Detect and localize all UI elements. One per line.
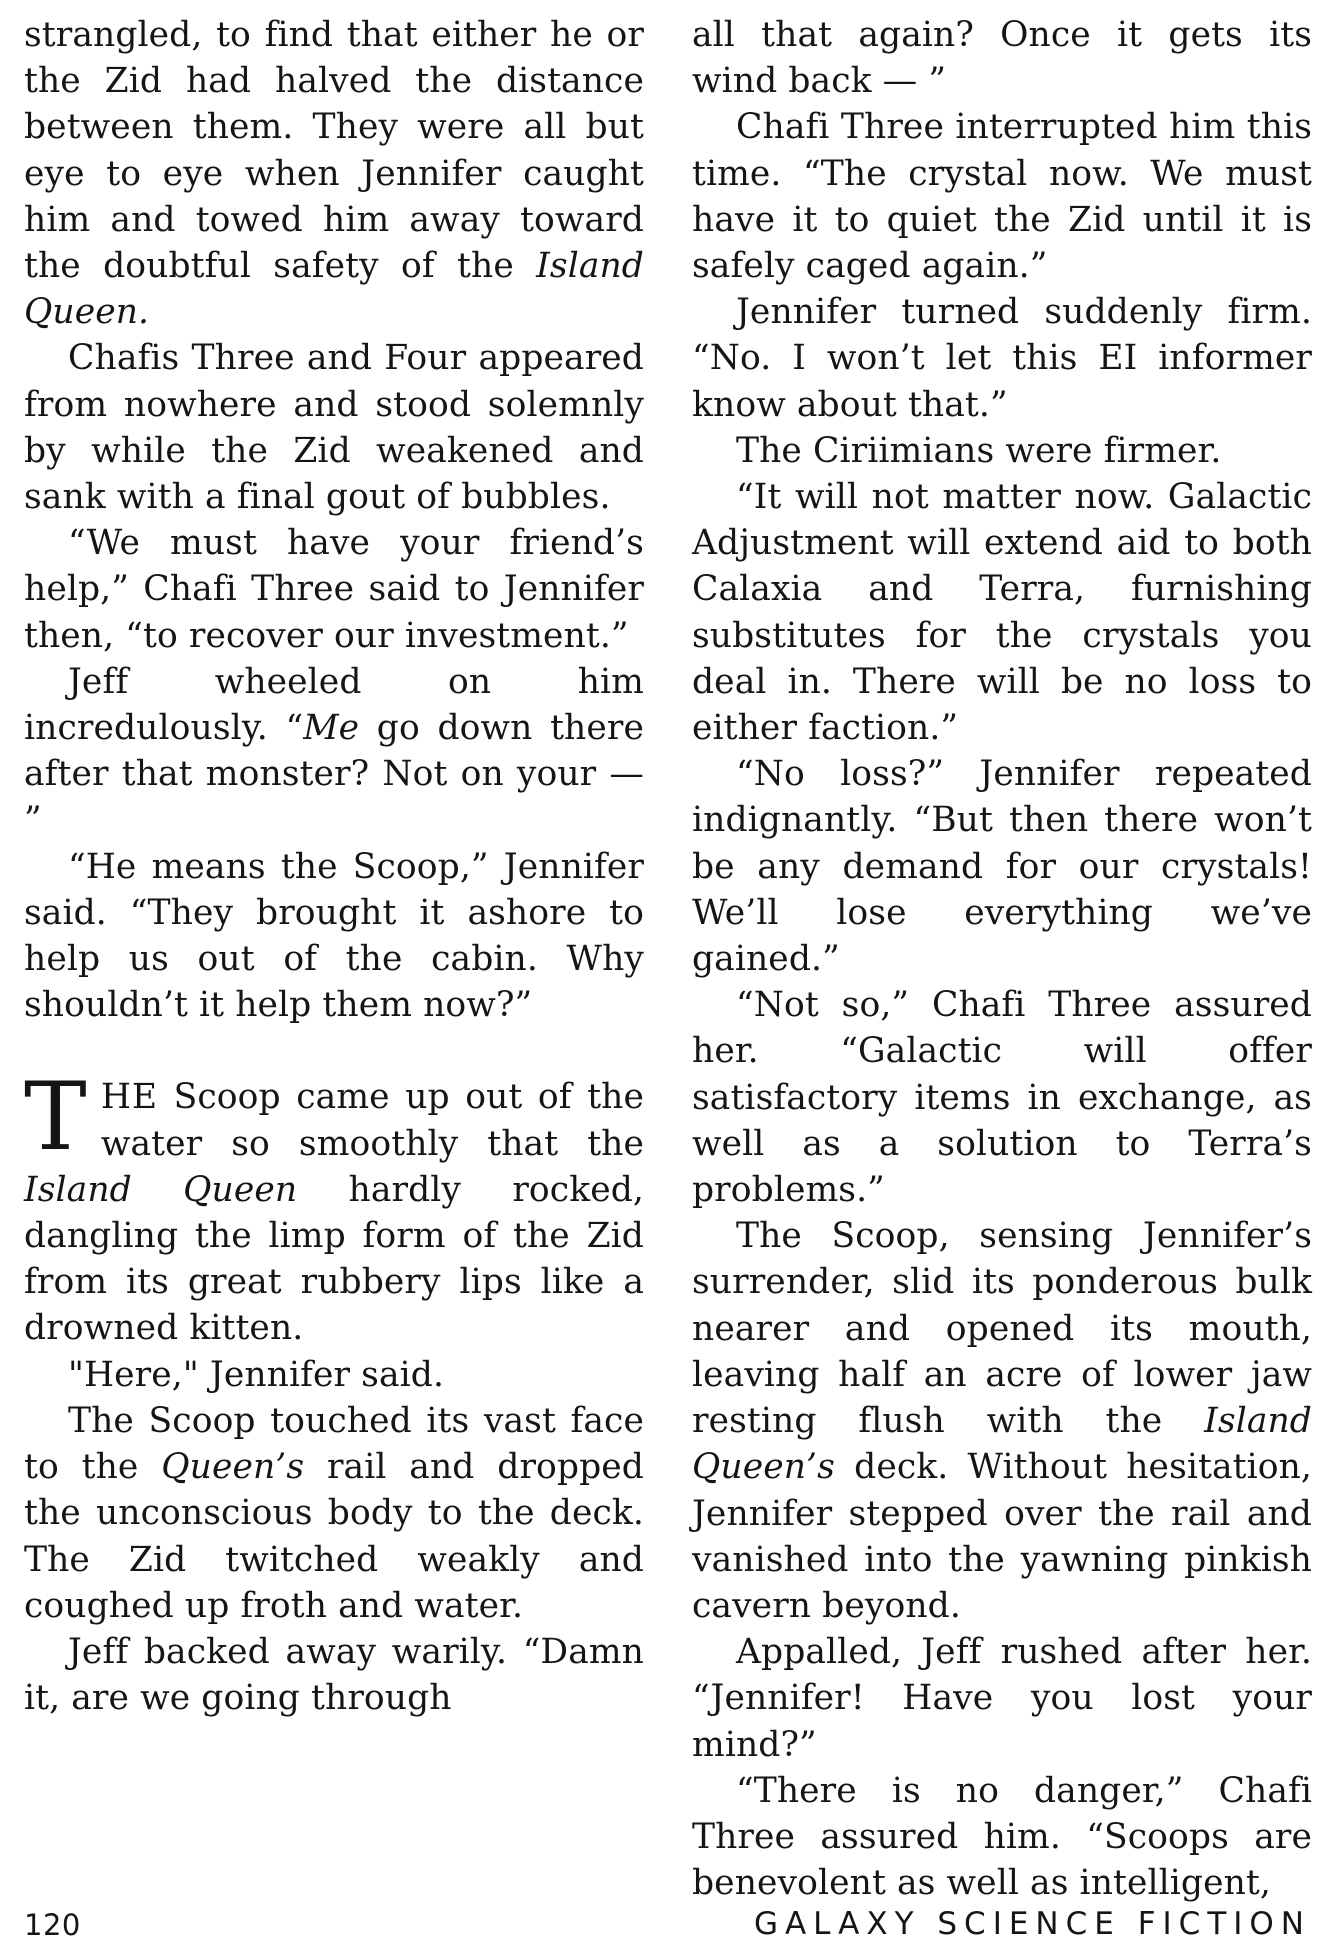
paragraph-text: Jeff wheeled on him incredulously. “ [24,661,644,749]
paragraph: Chafi Three interrupted him this time. “The crystal now. We must have it to quiet the Zid until it is safely caged again.” [692,107,1312,287]
paragraph-text: hardly rocked, dangling the limp form of the Zid from its great rubbery lips like a drowned kitten. [24,1169,644,1349]
paragraph [24,659,644,844]
paragraph: “He means the Scoop,” Jennifer said. “They brought it ashore to help us out of the cabin. Why shouldn’t it help them now?” [24,846,644,1026]
paragraph [692,1213,1312,1629]
paragraph-text: The Scoop, sensing Jennifer’s surrender, slid its ponderous bulk nearer and opened its mouth, leaving half an acre of lower jaw resting flush with the [692,1216,1312,1442]
paragraph-text: rail and dropped the unconscious body to the deck. The Zid twitched weakly and coughed up froth and water. [24,1447,644,1626]
ship-name-italic: Island Queen’s [692,1401,1312,1488]
paragraph: The Ciriimians were firmer. [736,430,1222,471]
paragraph: “No loss?” Jennifer repeated indignantly. “But then there won’t be any demand for our crystals! We’ll lose everything we’ve gained.” [692,754,1312,980]
paragraph-text: strangled, to find that either he or the Zid had halved the distance between them. They were all but eye to eye when Jennifer caught him and towed him away toward the doubtful safety of the [24,15,644,287]
paragraph: “We must have your friend’s help,” Chafi Three said to Jennifer then, “to recover our investment.” [24,523,644,656]
paragraph: Chafis Three and Four appeared from nowhere and stood solemnly by while the Zid weakened and sank with a final gout of bubbles. [24,338,644,518]
paragraph: “It will not matter now. Galactic Adjustment will extend aid to both Calaxia and Terra, furnishing substitutes for the crystals you deal in. There will be no loss to either faction.” [692,477,1312,749]
paragraph: Jeff backed away warily. “Damn it, are we going through [24,1631,644,1719]
page-number: 120 [24,1908,81,1942]
lead-in-caps: HE [100,1077,159,1118]
ship-name-italic: Queen’s [161,1447,305,1488]
paragraph-text: The Scoop touched its vast face to the [24,1400,644,1488]
paragraph: all that again? Once it gets its wind back — ” [692,15,1312,102]
paragraph: Jennifer turned suddenly firm. “No. I won’t let this EI informer know about that.” [692,292,1312,425]
section-break [24,1028,644,1074]
paragraph [24,1398,644,1629]
left-column [24,12,644,1721]
paragraph [24,12,644,335]
ship-name-italic: Island Queen. [24,246,644,333]
section-opening-paragraph [24,1063,644,1351]
emphasis-italic: Me [303,708,360,749]
paragraph: “There is no danger,” Chafi Three assured him. “Scoops are benevolent as well as intelligent, [692,1770,1312,1904]
paragraph-text: deck. Without hesitation, Jennifer stepped over the rail and vanished into the yawning pinkish cavern beyond. [692,1447,1312,1626]
right-column [692,12,1312,1906]
paragraph: “Not so,” Chafi Three assured her. “Galactic will offer satisfactory items in exchange, as well as a solution to Terra’s problems.” [692,985,1312,1211]
paragraph-text: go down there after that monster? Not on your — ” [24,708,645,841]
paragraph: "Here," Jennifer said. [68,1354,445,1395]
drop-cap: T [24,1063,87,1173]
running-footer-title: GALAXY SCIENCE FICTION [753,1906,1311,1942]
paragraph: Appalled, Jeff rushed after her. “Jennifer! Have you lost your mind?” [692,1632,1312,1765]
ship-name-italic: Island Queen [24,1169,298,1210]
paragraph-text: Scoop came up out of the water so smoothly that the [100,1077,644,1164]
